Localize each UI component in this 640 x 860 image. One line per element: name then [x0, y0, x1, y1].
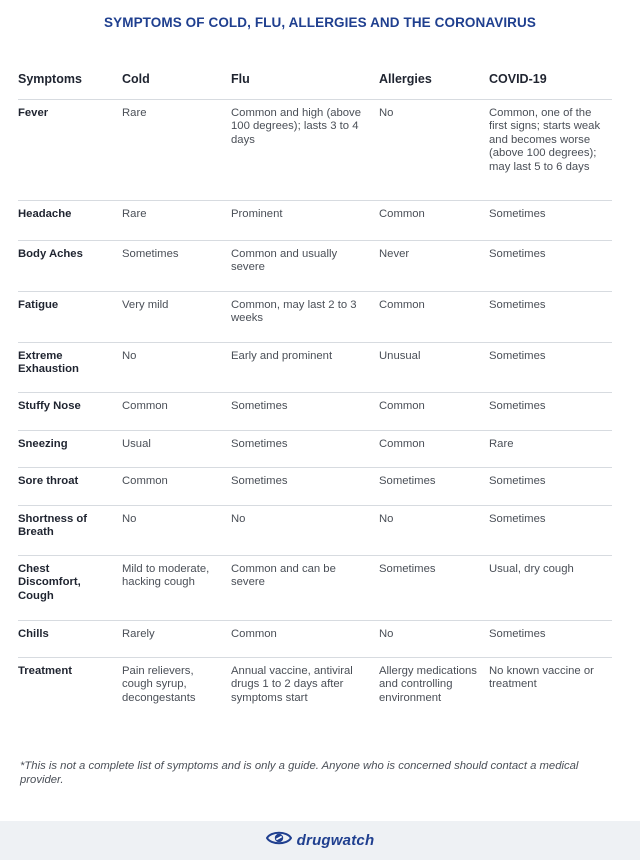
- cell-flu: Sometimes: [231, 467, 379, 505]
- cell-covid: Sometimes: [489, 291, 612, 342]
- cell-covid: No known vaccine or treatment: [489, 664, 594, 691]
- cell-covid: Rare: [489, 430, 612, 467]
- table-row: [18, 505, 612, 555]
- cell-allergies: No: [379, 99, 489, 200]
- header-allergies: Allergies: [379, 58, 489, 99]
- cell-allergies: No: [379, 620, 489, 657]
- row-label: Fever: [18, 99, 122, 200]
- cell-flu: No: [231, 505, 379, 555]
- cell-cold: Rare: [122, 200, 231, 240]
- cell-flu: Annual vaccine, antiviral drugs 1 to 2 days after symptoms start: [231, 664, 353, 704]
- cell-flu: Early and prominent: [231, 342, 379, 392]
- row-label: Body Aches: [18, 240, 122, 291]
- cell-covid: Common, one of the first signs; starts weak and becomes worse (above 100 degrees); may last 5 to 6 days: [489, 99, 612, 200]
- cell-allergies: Sometimes: [379, 467, 489, 505]
- cell-covid: Sometimes: [489, 505, 612, 555]
- row-label: Sneezing: [18, 430, 122, 467]
- brand-logo[interactable]: [266, 828, 375, 853]
- header-symptoms: Symptoms: [18, 58, 122, 99]
- table-header-row: [18, 58, 612, 99]
- page-title: SYMPTOMS OF COLD, FLU, ALLERGIES AND THE CORONAVIRUS: [104, 15, 536, 30]
- cell-cold: Rarely: [122, 620, 231, 657]
- cell-allergies: Allergy medications and controlling environment: [379, 664, 477, 704]
- cell-cold: Common: [122, 467, 231, 505]
- table-row: [18, 342, 612, 392]
- cell-flu: Common and can be severe: [231, 555, 379, 620]
- header-cold: Cold: [122, 58, 231, 99]
- cell-flu: Common and high (above 100 degrees); lasts 3 to 4 days: [231, 99, 379, 200]
- cell-covid: Sometimes: [489, 620, 612, 657]
- row-label: Fatigue: [18, 291, 122, 342]
- table-row: [18, 430, 612, 467]
- row-label: Treatment: [18, 664, 72, 677]
- table-row: [18, 200, 612, 240]
- cell-covid: Sometimes: [489, 342, 612, 392]
- table-row: [18, 657, 612, 739]
- cell-cold: Usual: [122, 430, 231, 467]
- cell-covid: Sometimes: [489, 240, 612, 291]
- row-label: Headache: [18, 200, 122, 240]
- table-row: [18, 467, 612, 505]
- header-flu: Flu: [231, 58, 379, 99]
- cell-covid: Sometimes: [489, 467, 612, 505]
- cell-allergies: No: [379, 505, 489, 555]
- table-row: [18, 291, 612, 342]
- cell-flu: Common, may last 2 to 3 weeks: [231, 291, 379, 342]
- cell-covid: Sometimes: [489, 200, 612, 240]
- table-row: [18, 240, 612, 291]
- cell-flu: Common and usually severe: [231, 240, 379, 291]
- table-row: [18, 620, 612, 657]
- cell-allergies: Sometimes: [379, 555, 489, 620]
- cell-cold: Sometimes: [122, 240, 231, 291]
- brand-name: drugwatch: [296, 832, 375, 849]
- header-covid: COVID-19: [489, 58, 612, 99]
- cell-allergies: Common: [379, 392, 489, 430]
- table-row: [18, 555, 612, 620]
- row-label: Chest Discomfort, Cough: [18, 555, 122, 620]
- cell-covid: Usual, dry cough: [489, 555, 612, 620]
- cell-cold: Very mild: [122, 291, 231, 342]
- cell-allergies: Unusual: [379, 342, 489, 392]
- cell-flu: Sometimes: [231, 430, 379, 467]
- row-label: Chills: [18, 620, 122, 657]
- disclaimer-note: *This is not a complete list of symptoms and is only a guide. Anyone who is concerned should contact a medical provider.: [20, 760, 579, 786]
- cell-flu: Common: [231, 620, 379, 657]
- cell-allergies: Common: [379, 430, 489, 467]
- cell-cold: Rare: [122, 99, 231, 200]
- cell-flu: Sometimes: [231, 392, 379, 430]
- cell-cold: No: [122, 505, 231, 555]
- cell-allergies: Common: [379, 291, 489, 342]
- cell-cold: Common: [122, 392, 231, 430]
- cell-cold: Mild to moderate, hacking cough: [122, 555, 231, 620]
- row-label: Stuffy Nose: [18, 392, 122, 430]
- footer-bar: [0, 821, 640, 860]
- cell-allergies: Common: [379, 200, 489, 240]
- cell-covid: Sometimes: [489, 392, 612, 430]
- row-label: Sore throat: [18, 467, 122, 505]
- table-row: [18, 392, 612, 430]
- table-row: [18, 99, 612, 200]
- cell-allergies: Never: [379, 240, 489, 291]
- cell-cold: No: [122, 342, 231, 392]
- cell-flu: Prominent: [231, 200, 379, 240]
- cell-cold: Pain relievers, cough syrup, decongestants: [122, 664, 196, 704]
- symptoms-table: [18, 58, 612, 739]
- row-label: Shortness of Breath: [18, 505, 122, 555]
- drugwatch-logo-icon: [266, 828, 292, 853]
- row-label: Extreme Exhaustion: [18, 342, 122, 392]
